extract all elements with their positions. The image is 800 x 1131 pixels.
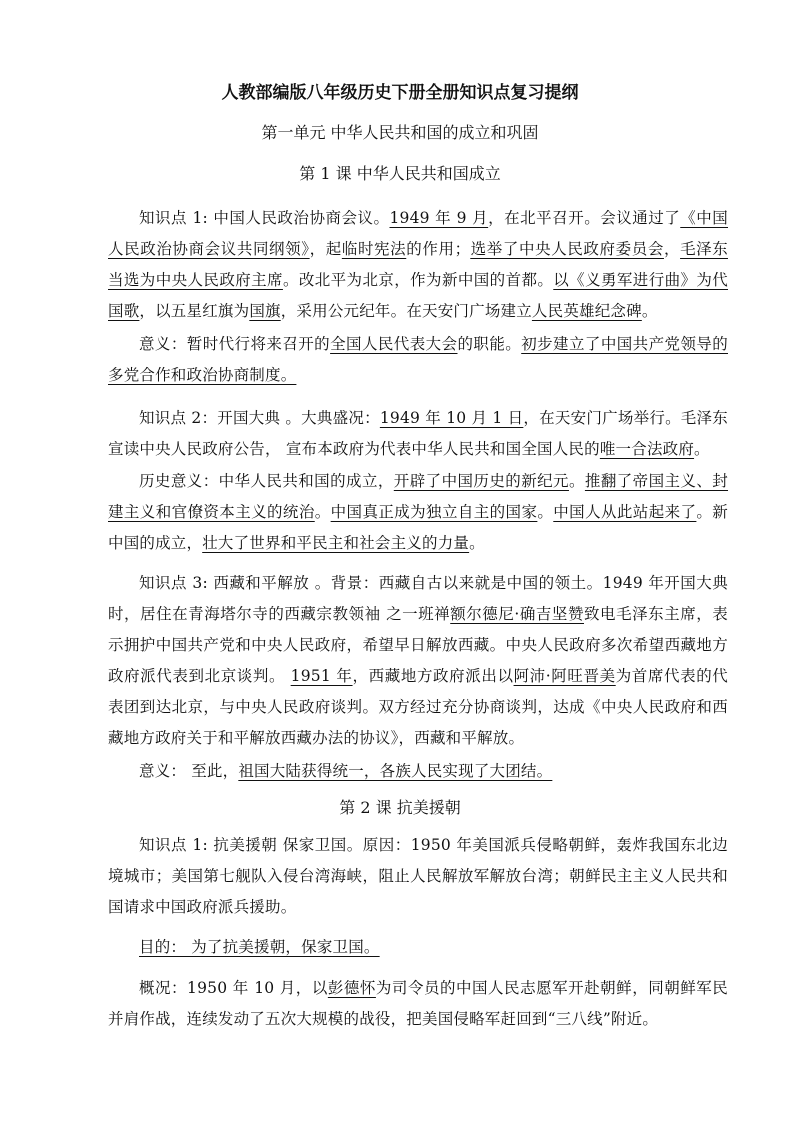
text-run: 知识点 1: 抗美援朝 保家卫国。原因：1950 年美国派兵侵略朝鲜，轰炸我国东北边境城市；美国第七舰队入侵台湾海峡，阻止人民解放军解放台湾；朝鲜民主主义人民共和国请求中国政府派兵援助。 [108, 836, 728, 916]
paragraph-overview [108, 973, 728, 1035]
underlined-text: 初步建立了中国共产党领导的多党合作和政治协商制度。 [108, 335, 728, 384]
underlined-text: 1951 年 [290, 667, 353, 685]
underlined-text: 阿沛·阿旺晋美 [513, 667, 616, 685]
paragraph-historical-significance [108, 466, 728, 559]
text-run: 概况：1950 年 10 月，以 [139, 979, 328, 997]
document-title: 人教部编版八年级历史下册全册知识点复习提纲 [221, 83, 579, 103]
text-run: 意义： 至此， [139, 762, 239, 780]
paragraph-lesson2-knowledge-1 [108, 830, 728, 923]
text-run: 。 [469, 534, 485, 552]
text-run: 为首席代表的代表团到达北京，与中央人民政府谈判。双方经过充分协商谈判，达成《中央人民政府和西藏地方政府关于和平解放西藏办法的协议》，西藏和平解放。 [108, 667, 729, 747]
text-run: 。 [694, 440, 710, 458]
text-run: ，以五星红旗为 [139, 302, 250, 320]
text-run: 。 [568, 472, 585, 490]
text-run: ，起 [309, 240, 342, 258]
text-run: 。 [537, 503, 554, 521]
underlined-text: 开辟了中国历史的新纪元 [393, 472, 569, 490]
underlined-text: 彭德怀 [327, 979, 376, 997]
underlined-text: 1949 年 10 月 1 日 [379, 409, 524, 427]
text-run: 。新中国的成立， [108, 503, 729, 552]
text-run: 的作用； [406, 240, 471, 258]
paragraph-significance-1 [108, 329, 728, 391]
text-run: ，西藏地方政府派出以 [352, 667, 514, 685]
paragraph-knowledge-2 [108, 403, 728, 465]
paragraph-knowledge-1 [108, 203, 728, 327]
text-run: 历史意义：中华人民共和国的成立， [139, 472, 394, 490]
text-run: 的职能。 [457, 335, 522, 353]
underlined-text: 全国人民代表大会 [330, 335, 458, 353]
underlined-text: 《中国人民政治协商会议共同纲领》 [108, 209, 728, 258]
underlined-text: 人民英雄纪念碑 [531, 302, 642, 320]
text-run: ，采用公元纪年。在天安门广场建立 [280, 302, 532, 320]
underlined-text: 目的： 为了抗美援朝，保家卫国。 [139, 938, 380, 956]
text-run: 知识点 1: 中国人民政治协商会议。 [139, 209, 390, 227]
text-run: ，在天安门广场举行。毛泽东宣读中央人民政府公告， 宣布本政府为代表中华人民共和国全国人民的 [108, 409, 728, 458]
lesson-heading-1: 第 1 课 中华人民共和国成立 [299, 164, 501, 183]
text-run: 知识点 3: 西藏和平解放 。背景：西藏自古以来就是中国的领土。1949 年开国大典时，居住在青海塔尔寺的西藏宗教领袖 之一班禅 [108, 574, 728, 623]
underlined-text: 中国人从此站起来了 [553, 503, 697, 521]
underlined-text: 壮大了世界和平民主和社会主义的力量 [202, 534, 470, 552]
unit-heading: 第一单元 中华人民共和国的成立和巩固 [261, 123, 539, 142]
text-run: ， [663, 240, 681, 258]
underlined-text: 毛泽东当选为中央人民政府主席 [108, 240, 728, 289]
text-run: 致电毛泽东主席，表示拥护中国共产党和中央人民政府，希望早日解放西藏。中央人民政府多次希望西藏地方政府派代表到北京谈判。 [108, 605, 728, 685]
underlined-text: 祖国大陆获得统一，各族人民实现了大团结。 [238, 762, 553, 780]
paragraph-significance-3 [108, 756, 728, 787]
text-run: 。改北平为北京，作为新中国的首都。 [282, 271, 554, 289]
underlined-text: 选举了中央人民政府委员会 [470, 240, 664, 258]
underlined-text: 1949 年 9 月 [389, 209, 489, 227]
underlined-text: 国旗 [249, 302, 281, 320]
lesson-heading-2: 第 2 课 抗美援朝 [339, 798, 461, 817]
text-run: 为司令员的中国人民志愿军开赴朝鲜，同朝鲜军民并肩作战，连续发动了五次大规模的战役，把美国侵略军赶回到“三八线”附近。 [108, 979, 728, 1028]
paragraph-purpose [108, 932, 728, 963]
underlined-text: 临时宪法 [341, 240, 407, 258]
underlined-text: 额尔德尼·确吉坚赞 [450, 605, 584, 623]
text-run: 知识点 2：开国大典 。大典盛况： [139, 409, 380, 427]
underlined-text: 唯一合法政府 [599, 440, 695, 458]
underlined-text: 中国真正成为独立自主的国家 [330, 503, 538, 521]
text-run: 。 [314, 503, 331, 521]
underlined-text: 推翻了帝国主义、封建主义和官僚资本主义的统治 [108, 472, 729, 521]
paragraph-knowledge-3 [108, 568, 728, 754]
text-run: 意义：暂时代行将来召开的 [139, 335, 331, 353]
text-run: 。 [641, 302, 658, 320]
text-run: ，在北平召开。会议通过了 [488, 209, 681, 227]
underlined-text: 以《义勇军进行曲》为代国歌 [108, 271, 729, 320]
